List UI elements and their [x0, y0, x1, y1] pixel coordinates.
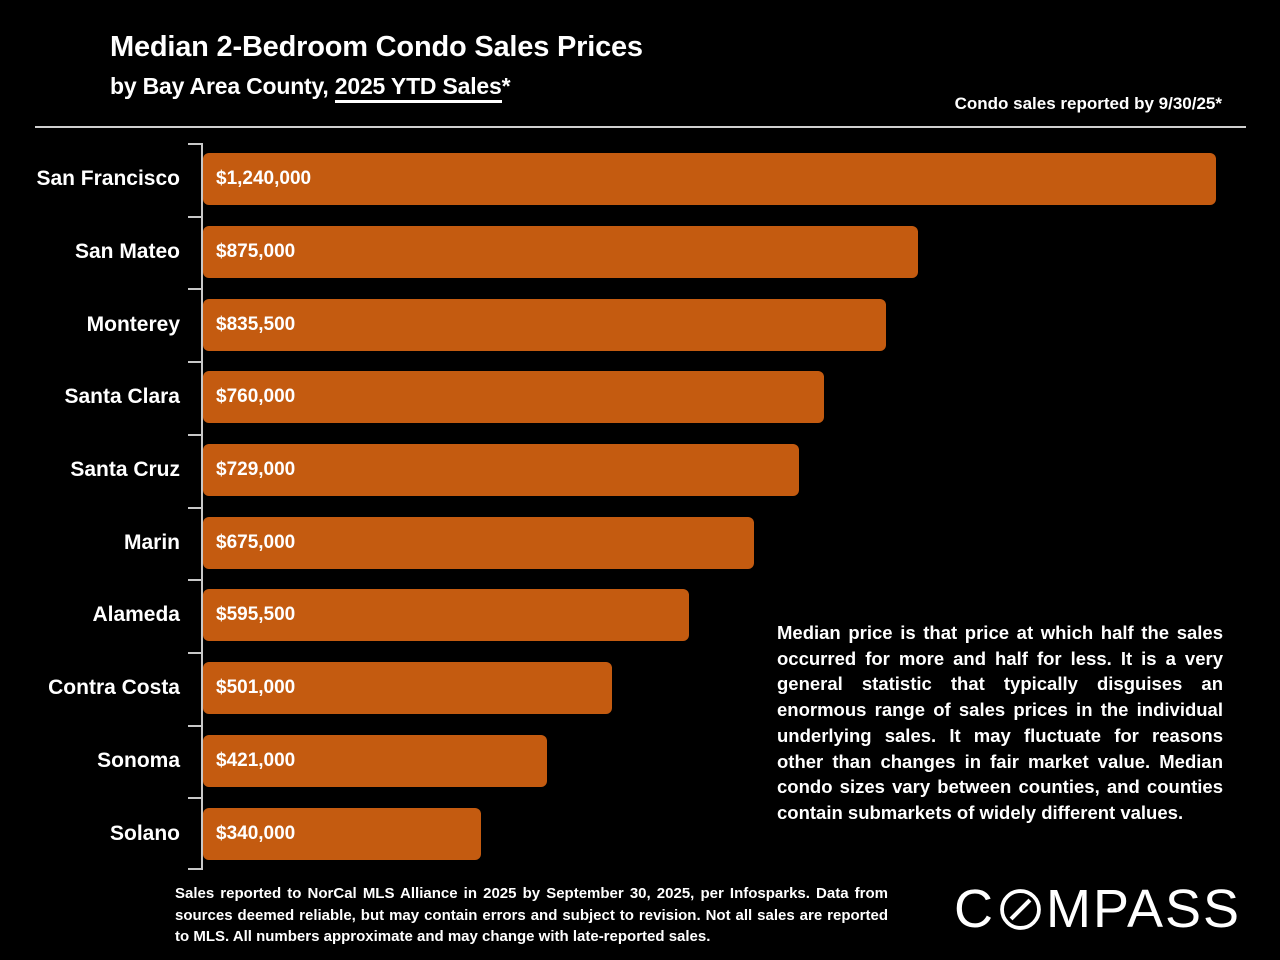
report-date-note: Condo sales reported by 9/30/25*: [954, 94, 1222, 113]
chart-row: [0, 506, 1280, 579]
bar-track: [180, 153, 1280, 205]
bar-track: [180, 226, 1280, 278]
bar: [203, 589, 689, 641]
chart-row: [0, 216, 1280, 289]
bar: [203, 444, 799, 496]
chart-row: [0, 288, 1280, 361]
bar: [203, 808, 481, 860]
category-label: Santa Clara: [64, 385, 180, 409]
bar: [203, 735, 547, 787]
bar-value-label: $875,000: [216, 241, 296, 263]
bar-value-label: $1,240,000: [216, 168, 312, 190]
chart-row: [0, 434, 1280, 507]
bar-track: [180, 371, 1280, 423]
chart-row: [0, 143, 1280, 216]
bar-track: [180, 517, 1280, 569]
bar-value-label: $675,000: [216, 531, 296, 553]
bar: [203, 226, 918, 278]
bar-value-label: $595,500: [216, 604, 296, 626]
page-subtitle: [110, 73, 510, 100]
category-label: Monterey: [86, 312, 180, 336]
category-label: Solano: [109, 821, 180, 845]
bar: [203, 153, 1216, 205]
compass-o-icon: [998, 887, 1043, 932]
bar: [203, 662, 612, 714]
bar: [203, 517, 754, 569]
bar-value-label: $835,500: [216, 313, 296, 335]
bar-value-label: $340,000: [216, 822, 296, 844]
logo-text-after-o: MPASS: [1046, 879, 1242, 939]
header-divider: [35, 126, 1246, 128]
page-title: Median 2-Bedroom Condo Sales Prices: [110, 31, 643, 63]
category-label: Alameda: [92, 603, 180, 627]
category-label: Santa Cruz: [70, 458, 180, 482]
logo-text-before-o: C: [954, 879, 995, 939]
bar-track: [180, 299, 1280, 351]
category-label: Sonoma: [97, 748, 180, 772]
bar-value-label: $501,000: [216, 677, 296, 699]
bar-value-label: $729,000: [216, 459, 296, 481]
compass-logo: [954, 879, 1242, 939]
subtitle-asterisk: *: [501, 73, 511, 99]
bar-value-label: $421,000: [216, 749, 296, 771]
bar: [203, 371, 824, 423]
data-source-footnote: Sales reported to NorCal MLS Alliance in 2025 by September 30, 2025, per Infosparks. Data from sources deemed reliable, but may contain errors and subject to revision. Not all sales are reported to MLS. All numbers approximate and may change with late-reported sales.: [175, 885, 888, 946]
category-label: San Francisco: [36, 167, 180, 191]
bar: [203, 299, 886, 351]
category-label: Contra Costa: [48, 676, 180, 700]
median-price-commentary: Median price is that price at which half the sales occurred for more and half for less. It is a very general statistic that typically disguises an enormous range of sales prices in the individual underlying sales. It may fluctuate for reasons other than changes in fair market value. Median condo sizes vary between counties, and counties contain submarkets of widely different values.: [777, 622, 1223, 823]
bar-value-label: $760,000: [216, 386, 296, 408]
subtitle-underlined: 2025 YTD Sales: [335, 73, 502, 103]
subtitle-prefix: by Bay Area County,: [110, 73, 335, 99]
bar-track: [180, 444, 1280, 496]
category-label: Marin: [123, 530, 180, 554]
category-label: San Mateo: [74, 240, 180, 264]
chart-row: [0, 361, 1280, 434]
